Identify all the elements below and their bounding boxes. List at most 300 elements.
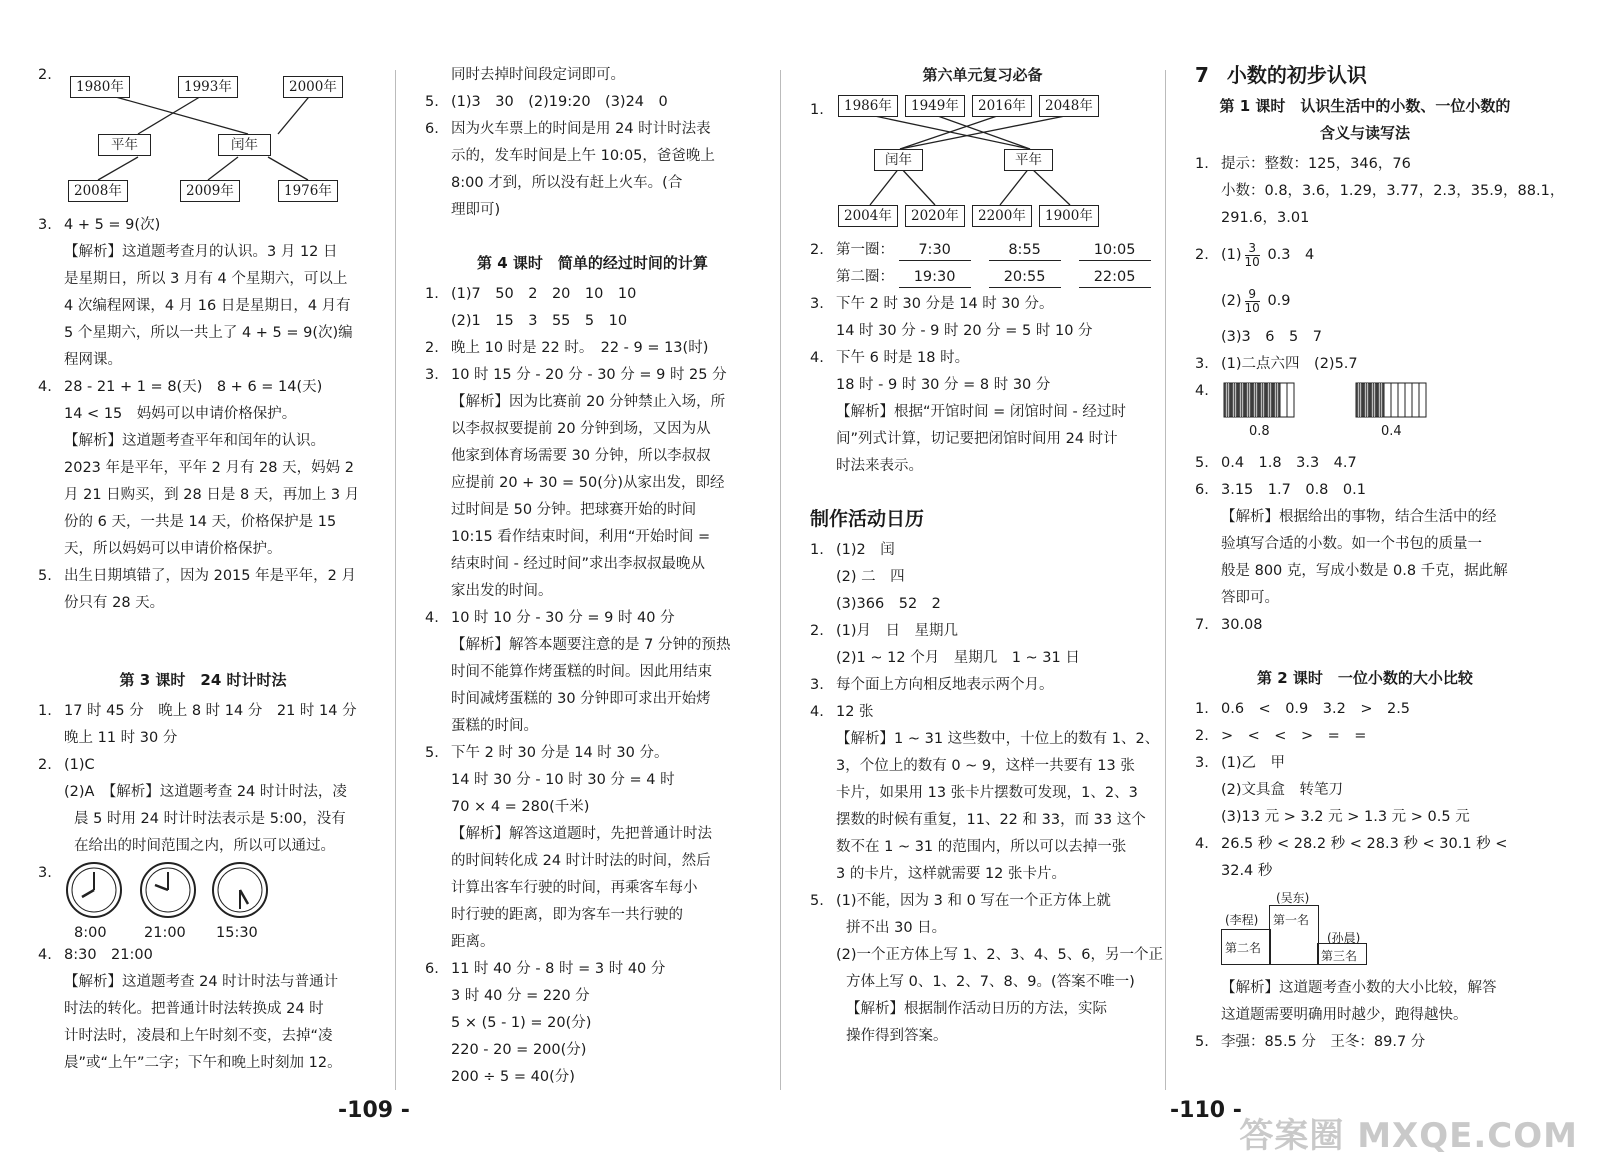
answer-text: 【解析】解答本题要注意的是 7 分钟的预热 <box>451 637 731 653</box>
answer-line <box>425 956 760 983</box>
answer-text: 8:00 才到，所以没有赶上火车。(合 <box>451 175 683 191</box>
answer-line <box>425 875 760 902</box>
answer-text: 0.6 < 0.9 3.2 > 2.5 <box>1221 701 1411 717</box>
clock-icon <box>138 860 198 920</box>
question-number: 1. <box>810 102 824 118</box>
bar-segment <box>1384 383 1391 417</box>
answer-line <box>38 374 368 401</box>
answer-text: (1)C <box>64 757 95 773</box>
answer-line <box>38 806 368 833</box>
question-number: 4. <box>810 350 824 366</box>
leap-year-box: 闰年 <box>218 134 271 156</box>
chapter-name: 小数的初步认识 <box>1226 63 1367 87</box>
answer-line <box>38 1023 368 1050</box>
answer-text: 【解析】1 ~ 31 这些数中，十位上的数有 1、2、 <box>836 731 1160 747</box>
question-number: 3. <box>38 217 52 233</box>
clock-label: 21:00 <box>144 925 186 941</box>
fraction <box>1245 242 1260 269</box>
answer-text: 验填写合适的小数。如一个书包的质量一 <box>1221 536 1482 552</box>
answer-line <box>38 563 368 590</box>
answer-text: (2)1 15 3 55 5 10 <box>451 313 628 329</box>
leap-year-box: 闰年 <box>874 149 923 171</box>
answer-text: 291.6，3.01 <box>1221 210 1310 226</box>
answer-text: 应提前 20 + 30 = 50(分)从家出发，即经 <box>451 475 725 491</box>
answer-text: 5 × (5 - 1) = 20(分) <box>451 1015 592 1031</box>
answer-line <box>425 686 760 713</box>
question-number: 7. <box>1195 617 1209 633</box>
answer-text: (1)月 日 星期几 <box>836 623 959 639</box>
answer-text: (2)文具盒 转笔刀 <box>1221 782 1344 798</box>
answer-line <box>38 779 368 806</box>
answer-text: 【解析】这道题考查小数的大小比较，解答 <box>1221 980 1497 996</box>
bar-segment <box>1398 383 1405 417</box>
year-box: 1980年 <box>70 76 130 98</box>
question-number: 5. <box>425 94 439 110</box>
answer-text: 28 - 21 + 1 = 8(天) 8 + 6 = 14(天) <box>64 379 323 395</box>
answer-lines <box>810 537 1163 1050</box>
answer-line <box>425 443 760 470</box>
answer-line <box>810 753 1155 780</box>
answer-text: 200 ÷ 5 = 40(分) <box>451 1069 575 1085</box>
bar-segment <box>1280 383 1287 417</box>
question-number: 5. <box>38 568 52 584</box>
answer-text: 在给出的时间范围之内，所以可以通过。 <box>74 838 335 854</box>
clock-label: 8:00 <box>74 925 107 941</box>
watermark-logo: 答案圈 MXQE.COM <box>1239 1116 1578 1156</box>
common-year-box: 平年 <box>1004 149 1053 171</box>
podium-diagram <box>1221 885 1535 975</box>
podium-name: (孙晨) <box>1327 931 1361 945</box>
answer-line <box>38 590 368 617</box>
answer-text: 3 的卡片，这样就需要 12 张卡片。 <box>836 866 1067 882</box>
answer-text: 【解析】这道题考查月的认识。3 月 12 日 <box>64 244 338 260</box>
numerator: 3 <box>1245 242 1260 256</box>
decimal-bar-icon <box>1223 382 1303 418</box>
page-number: -109 - <box>338 1098 410 1123</box>
answer-line <box>425 821 760 848</box>
question-number: 3. <box>1195 755 1209 771</box>
answer-line <box>1195 858 1535 885</box>
answer-text: 8:30 21:00 <box>64 947 153 963</box>
answer-line <box>425 848 760 875</box>
answer-text: 0.3 4 <box>1267 247 1315 263</box>
answer-line <box>810 645 1155 672</box>
answer-text: 0.4 1.8 3.3 4.7 <box>1221 455 1357 471</box>
answer-line <box>425 578 760 605</box>
fraction-answers-q2 <box>1195 232 1535 324</box>
answer-line <box>810 726 1160 753</box>
question-number: 5. <box>425 745 439 761</box>
bar-segment <box>1266 383 1273 417</box>
answer-line <box>810 672 1155 699</box>
answer-line <box>425 929 760 956</box>
answer-text: 晚上 11 时 30 分 <box>64 730 178 746</box>
answer-text: (2)一个正方体上写 1、2、3、4、5、6，另一个正 <box>836 947 1163 963</box>
answer-line <box>425 197 760 224</box>
answer-line <box>425 902 760 929</box>
answer-line <box>810 834 1155 861</box>
bar-segment <box>1245 383 1252 417</box>
bar-segment <box>1391 383 1398 417</box>
answer-text: 17 时 45 分 晚上 8 时 14 分 21 时 14 分 <box>64 703 357 719</box>
answer-line <box>1195 585 1535 612</box>
answer-text: 10 时 15 分 - 20 分 - 30 分 = 9 时 25 分 <box>451 367 727 383</box>
answer-line <box>1195 205 1535 232</box>
question-number: 4. <box>1195 836 1209 852</box>
answer-text: (1)2 闰 <box>836 542 895 558</box>
answer-line <box>810 318 1155 345</box>
answer-text: 14 < 15 妈妈可以申请价格保护。 <box>64 406 297 422</box>
bar-segment <box>1252 383 1259 417</box>
question-number: 2. <box>810 623 824 639</box>
year-box: 2200年 <box>972 205 1032 227</box>
answer-text: 结束时间 - 经过时间”求出李叔叔最晚从 <box>451 556 705 572</box>
year-box: 1949年 <box>905 95 965 117</box>
answer-line <box>38 698 368 725</box>
answer-text: (1)乙 甲 <box>1221 755 1286 771</box>
answer-text: (1)3 30 (2)19:20 (3)24 0 <box>451 94 668 110</box>
answer-line <box>810 1023 1155 1050</box>
answer-text: 出生日期填错了，因为 2015 年是平年，2 月 <box>64 568 356 584</box>
bar-segment <box>1224 383 1231 417</box>
answer-lines <box>425 281 760 1091</box>
answer-line <box>1195 831 1535 858</box>
answer-text: 5 个星期六，所以一共上了 4 + 5 = 9(次)编 <box>64 325 353 341</box>
answer-text: 10:15 看作结束时间，利用“开始时间 = <box>451 529 711 545</box>
bar-segment <box>1287 383 1294 417</box>
answer-text: 14 时 30 分 - 10 时 30 分 = 4 时 <box>451 772 675 788</box>
answer-text: 李强：85.5 分 王冬：89.7 分 <box>1221 1034 1426 1050</box>
question-number: 2. <box>1195 247 1209 263</box>
answer-line <box>810 969 1155 996</box>
podium-name: (李程) <box>1225 913 1259 927</box>
question-number: 4. <box>1195 383 1209 399</box>
answer-text: 时行驶的距离，即为客车一共行驶的 <box>451 907 683 923</box>
answer-text: 操作得到答案。 <box>846 1028 948 1044</box>
answer-text: 方体上写 0、1、2、7、8、9。(答案不唯一) <box>846 974 1135 990</box>
question-number: 4. <box>38 947 52 963</box>
question-number: 3. <box>810 677 824 693</box>
answer-line <box>810 861 1155 888</box>
answer-text: 般是 800 克，写成小数是 0.8 千克，据此解 <box>1221 563 1508 579</box>
answer-text: 每个面上方向相反地表示两个月。 <box>836 677 1054 693</box>
answer-text: 是星期日，所以 3 月有 4 个星期六，可以上 <box>64 271 348 287</box>
answer-line <box>1195 558 1535 585</box>
answer-text: 下午 2 时 30 分是 14 时 30 分。 <box>836 296 1054 312</box>
answer-line <box>810 291 1155 318</box>
answer-line <box>425 89 760 116</box>
answer-line <box>425 281 760 308</box>
answer-text: 【解析】这道题考查平年和闰年的认识。 <box>64 433 325 449</box>
podium-place: 第三名 <box>1321 949 1358 963</box>
column-divider <box>780 70 781 1090</box>
answer-text: 时法的转化。把普通计时法转换成 24 时 <box>64 1001 324 1017</box>
answer-line <box>425 1010 760 1037</box>
answer-line <box>38 347 368 374</box>
answer-text: 同时去掉时间段定词即可。 <box>451 67 625 83</box>
bar-segment <box>1231 383 1238 417</box>
answer-text: 时法来表示。 <box>836 458 923 474</box>
year-box: 2008年 <box>68 180 128 202</box>
answer-line <box>425 143 760 170</box>
answer-line <box>810 537 1155 564</box>
answer-text: 卡片，如果用 13 张卡片摆数可发现，1、2、3 <box>836 785 1138 801</box>
answer-text: 2023 年是平年，平年 2 月有 28 天，妈妈 2 <box>64 460 354 476</box>
answer-text: 间”列式计算，切记要把闭馆时间用 24 时计 <box>836 431 1118 447</box>
time-answer: 7:30 <box>899 240 971 261</box>
question-number: 3. <box>38 865 52 881</box>
answer-text: 计时法时，凌晨和上午时刻不变，去掉“凌 <box>64 1028 333 1044</box>
chapter-title <box>1195 62 1535 89</box>
answer-line <box>38 482 368 509</box>
answer-line <box>810 807 1155 834</box>
answer-line <box>810 591 1155 618</box>
lesson-2-title: 第 2 课时 一位小数的大小比较 <box>1257 669 1473 687</box>
answer-line <box>425 416 760 443</box>
answer-line <box>425 116 760 143</box>
answer-line <box>810 915 1155 942</box>
answer-text: 家出发的时间。 <box>451 583 553 599</box>
answer-line <box>810 618 1155 645</box>
answer-text: (2)A 【解析】这道题考查 24 时计时法，凌 <box>64 784 347 800</box>
leap-year-diagram-q2 <box>38 62 368 212</box>
time-answer: 8:55 <box>989 240 1061 261</box>
answer-text: 32.4 秒 <box>1221 863 1273 879</box>
question-number: 1. <box>1195 156 1209 172</box>
answer-text: 0.9 <box>1267 293 1291 309</box>
answer-text: 下午 2 时 30 分是 14 时 30 分。 <box>451 745 669 761</box>
answer-line <box>38 320 368 347</box>
answer-line <box>425 335 760 362</box>
question-number: 3. <box>1195 356 1209 372</box>
answer-text: (1)二点六四 (2)5.7 <box>1221 356 1358 372</box>
answer-text: 70 × 4 = 280(千米) <box>451 799 590 815</box>
answer-text: (3)3 6 5 7 <box>1221 329 1322 345</box>
answer-line <box>38 401 368 428</box>
part-label: (1) <box>1221 247 1242 263</box>
answer-lines <box>810 291 1155 480</box>
row-label: 第二圈： <box>836 269 894 285</box>
answer-line <box>810 399 1155 426</box>
answer-text: 【解析】解答这道题时，先把普通计时法 <box>451 826 712 842</box>
answer-line <box>810 345 1155 372</box>
chapter-number: 7 <box>1195 63 1209 87</box>
lesson-1-title-line2: 含义与读写法 <box>1319 124 1410 142</box>
answer-line <box>1195 1002 1535 1029</box>
answer-line <box>1195 723 1535 750</box>
answer-text: 月 21 日购买，到 28 日是 8 天，再加上 3 月 <box>64 487 360 503</box>
bar-label: 0.4 <box>1381 424 1402 439</box>
answer-text: 拼不出 30 日。 <box>846 920 947 936</box>
answer-text: 12 张 <box>836 704 874 720</box>
question-number: 6. <box>1195 482 1209 498</box>
answer-line <box>1195 975 1535 1002</box>
column-divider <box>395 70 396 1090</box>
answer-line <box>38 1050 368 1077</box>
answer-text: 【解析】根据制作活动日历的方法，实际 <box>846 1001 1107 1017</box>
question-number: 3. <box>425 367 439 383</box>
year-box: 1986年 <box>838 95 898 117</box>
bar-segment <box>1412 383 1419 417</box>
part-label: (2) <box>1221 293 1242 309</box>
answer-text: 时间不能算作烤蛋糕的时间。因此用结束 <box>451 664 712 680</box>
answer-line <box>810 453 1155 480</box>
answer-line <box>425 389 760 416</box>
question-number: 4. <box>425 610 439 626</box>
question-number: 5. <box>1195 1034 1209 1050</box>
answer-line <box>38 752 368 779</box>
answer-line <box>38 239 368 266</box>
denominator: 10 <box>1244 300 1260 315</box>
question-number: 3. <box>810 296 824 312</box>
answer-text: 4 次编程网课，4 月 16 日是星期日，4 月有 <box>64 298 351 314</box>
answer-text: 份只有 28 天。 <box>64 595 165 611</box>
column-1 <box>38 62 368 1077</box>
answer-line <box>1195 1029 1535 1056</box>
activity-calendar-title: 制作活动日历 <box>810 508 925 530</box>
answer-line <box>810 564 1155 591</box>
answer-line <box>38 212 368 239</box>
answer-line <box>1195 151 1535 178</box>
year-box: 1976年 <box>278 180 338 202</box>
bar-segment <box>1356 383 1363 417</box>
answer-line <box>425 1037 760 1064</box>
question-number: 2. <box>38 67 52 83</box>
answer-line <box>425 659 760 686</box>
answer-text: 3，个位上的数有 0 ~ 9，这样一共要有 13 张 <box>836 758 1135 774</box>
question-number: 5. <box>1195 455 1209 471</box>
fraction <box>1245 288 1260 315</box>
answer-line <box>1195 450 1535 477</box>
answer-lines <box>38 698 368 860</box>
answer-text: 下午 6 时是 18 时。 <box>836 350 970 366</box>
bar-segment <box>1363 383 1370 417</box>
answer-line <box>425 740 760 767</box>
answer-text: 过时间是 50 分钟。把球赛开始的时间 <box>451 502 697 518</box>
answer-line <box>425 767 760 794</box>
answer-line <box>810 888 1155 915</box>
answer-lines <box>38 942 368 1077</box>
answer-line <box>425 632 760 659</box>
podium-place: 第一名 <box>1273 913 1310 927</box>
answer-text: 220 - 20 = 200(分) <box>451 1042 587 1058</box>
answer-text: 答即可。 <box>1221 590 1279 606</box>
time-answer: 10:05 <box>1079 240 1151 261</box>
answer-lines <box>425 62 760 224</box>
answer-text: 理即可) <box>451 202 501 218</box>
answer-line <box>1195 477 1535 504</box>
answer-text: (2)1 ~ 12 个月 星期几 1 ~ 31 日 <box>836 650 1080 666</box>
answer-text: 晚上 10 时是 22 时。 22 - 9 = 13(时) <box>451 340 709 356</box>
numerator: 9 <box>1245 288 1260 302</box>
question-number: 2. <box>425 340 439 356</box>
year-box: 2000年 <box>283 76 343 98</box>
answer-lines <box>1195 975 1535 1056</box>
answer-text: 摆数的时候有重复，11、22 和 33，而 33 这个 <box>836 812 1146 828</box>
lap-times-q2 <box>810 237 1155 291</box>
answer-text: 天，所以妈妈可以申请价格保护。 <box>64 541 282 557</box>
answer-line <box>425 524 760 551</box>
common-year-box: 平年 <box>98 134 151 156</box>
year-box: 2004年 <box>838 205 898 227</box>
column-2 <box>425 62 760 1091</box>
answer-text: 18 时 - 9 时 30 分 = 8 时 30 分 <box>836 377 1051 393</box>
answer-line <box>810 699 1155 726</box>
year-box: 1900年 <box>1039 205 1099 227</box>
clock-label: 15:30 <box>216 925 258 941</box>
denominator: 10 <box>1244 254 1260 269</box>
answer-line <box>810 426 1155 453</box>
question-number: 1. <box>810 542 824 558</box>
answer-lines <box>1195 450 1535 639</box>
answer-text: 14 时 30 分 - 9 时 20 分 = 5 时 10 分 <box>836 323 1093 339</box>
answer-line <box>38 293 368 320</box>
question-number: 4. <box>810 704 824 720</box>
answer-text: 晨”或“上午”二字；下午和晚上时刻加 12。 <box>64 1055 342 1071</box>
answer-text: 30.08 <box>1221 617 1263 633</box>
answer-text: 晨 5 时用 24 时计时法表示是 5:00，没有 <box>74 811 346 827</box>
year-box: 2009年 <box>180 180 240 202</box>
answer-text: (3)366 52 2 <box>836 596 941 612</box>
lesson-4-title: 第 4 课时 简单的经过时间的计算 <box>477 254 708 272</box>
answer-line <box>38 509 368 536</box>
time-answer: 22:05 <box>1079 267 1151 288</box>
bar-label: 0.8 <box>1249 424 1270 439</box>
answer-line <box>1195 504 1535 531</box>
page-number: -110 - <box>1170 1098 1242 1123</box>
answer-line <box>425 551 760 578</box>
answer-line <box>38 833 368 860</box>
answer-text: 提示：整数：125，346，76 <box>1221 156 1411 172</box>
answer-line <box>38 969 368 996</box>
question-number: 2. <box>810 242 824 258</box>
answer-text: 【解析】因为比赛前 20 分钟禁止入场，所 <box>451 394 726 410</box>
answer-line <box>38 536 368 563</box>
question-number: 1. <box>1195 701 1209 717</box>
year-box: 2048年 <box>1039 95 1099 117</box>
answer-text: (3)13 元 > 3.2 元 > 1.3 元 > 0.5 元 <box>1221 809 1470 825</box>
answer-text: 10 时 10 分 - 30 分 = 9 时 40 分 <box>451 610 675 626</box>
question-number: 6. <box>425 961 439 977</box>
bar-segment <box>1405 383 1412 417</box>
column-divider <box>1165 70 1166 1090</box>
answer-lines <box>1195 696 1535 885</box>
answer-line <box>38 996 368 1023</box>
answer-text: 示的，发车时间是上午 10:05，爸爸晚上 <box>451 148 715 164</box>
answer-line <box>425 62 760 89</box>
answer-text: 26.5 秒 < 28.2 秒 < 28.3 秒 < 30.1 秒 < <box>1221 836 1508 852</box>
podium-name: (吴东) <box>1276 891 1310 905</box>
answer-line <box>1195 696 1535 723</box>
answer-text: 的时间转化成 24 时计时法的时间，然后 <box>451 853 711 869</box>
answer-lines <box>38 212 368 617</box>
answer-text: 【解析】根据给出的事物，结合生活中的经 <box>1221 509 1497 525</box>
answer-line <box>425 983 760 1010</box>
answer-line <box>425 497 760 524</box>
podium-place: 第二名 <box>1225 941 1262 955</box>
bar-segment <box>1377 383 1384 417</box>
answer-text: 小数：0.8，3.6，1.29，3.77，2.3，35.9，88.1， <box>1221 183 1565 199</box>
answer-line <box>810 780 1155 807</box>
lesson-3-title: 第 3 课时 24 时计时法 <box>119 671 287 689</box>
bar-segment <box>1273 383 1280 417</box>
answer-text: 时间减烤蛋糕的 30 分钟即可求出开始烤 <box>451 691 711 707</box>
answer-line <box>425 1064 760 1091</box>
answer-line <box>38 266 368 293</box>
unit-review-title: 第六单元复习必备 <box>922 66 1043 84</box>
time-answer: 20:55 <box>989 267 1061 288</box>
question-number: 1. <box>38 703 52 719</box>
